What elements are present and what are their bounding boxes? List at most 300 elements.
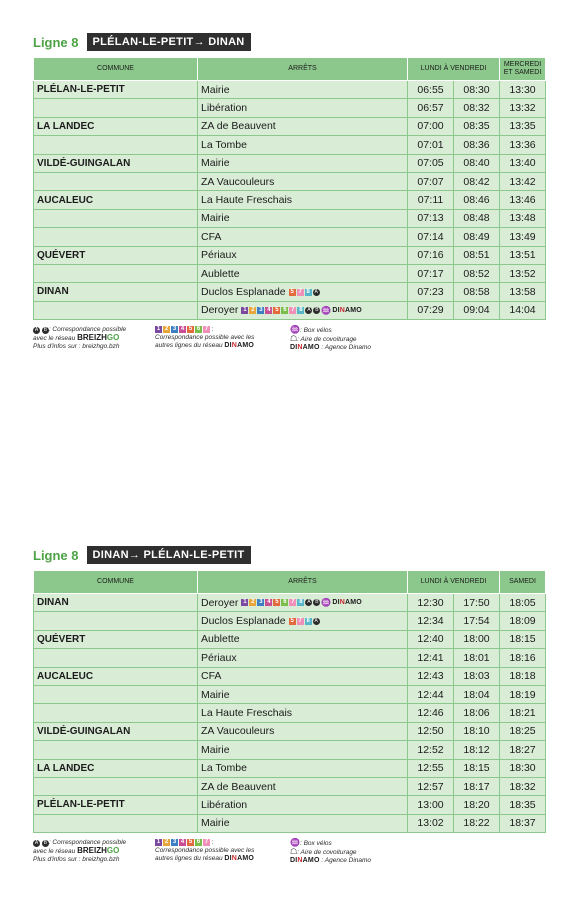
dinamo-logo [224, 342, 254, 349]
stop-name: Mairie [201, 157, 230, 170]
table-row [34, 81, 546, 99]
line-badge: 4 [180, 839, 185, 846]
dinamo-logo [290, 857, 320, 864]
stop-cell [198, 246, 408, 264]
commune-cell [34, 228, 198, 246]
commune-cell [34, 612, 198, 630]
departure-time: 13:58 [500, 283, 546, 301]
legend-text: : Agence Dinamo [321, 857, 372, 865]
legend-text: : Aire de covoiturage [297, 849, 357, 857]
table-row [34, 264, 546, 282]
stop-cell [198, 301, 408, 319]
stop-name: Aublette [201, 267, 240, 280]
legend-line [290, 839, 440, 848]
departure-time: 06:57 [408, 99, 454, 117]
departure-time: 18:18 [500, 667, 546, 685]
table-row [34, 246, 546, 264]
stop-cell [198, 612, 408, 630]
departure-time: 07:05 [408, 154, 454, 172]
departure-time: 07:14 [408, 228, 454, 246]
commune-cell [34, 814, 198, 832]
commune-cell: VILDÉ-GUINGALAN [34, 722, 198, 740]
table-row [34, 191, 546, 209]
legend-breizhgo [33, 326, 155, 352]
breizhgo-circle-icon: B [43, 327, 47, 334]
stop-cell [198, 154, 408, 172]
commune-cell [34, 301, 198, 319]
legend-dinamo-lines [155, 839, 290, 865]
dinamo-logo-part: DI [224, 342, 232, 350]
stop-cell [198, 630, 408, 648]
stop-cell [198, 777, 408, 795]
departure-time: 13:48 [500, 209, 546, 227]
stop-name: ZA Vaucouleurs [201, 175, 275, 188]
legend-text: : Aire de covoiturage [297, 336, 357, 344]
table-row [34, 301, 546, 319]
dinamo-logo-part: DI [290, 344, 298, 352]
line-badge: 5 [275, 307, 279, 314]
legend-text: : Box vélos [299, 327, 332, 335]
breizhgo-logo-part: GO [106, 846, 120, 856]
dinamo-logo-part: DI [332, 307, 340, 315]
departure-time: 07:16 [408, 246, 454, 264]
table-row [34, 172, 546, 190]
commune-cell [34, 704, 198, 722]
departure-time: 18:00 [454, 630, 500, 648]
departure-time: 07:17 [408, 264, 454, 282]
departure-time: 06:55 [408, 81, 454, 99]
departure-time: 12:30 [408, 594, 454, 612]
departure-time: 18:01 [454, 649, 500, 667]
departure-time: 18:03 [454, 667, 500, 685]
departure-time: 17:50 [454, 594, 500, 612]
breizhgo-circle-icon: A [307, 307, 311, 314]
legend-text: : Correspondance possible [48, 839, 127, 847]
commune-cell [34, 136, 198, 154]
commune-cell [34, 685, 198, 703]
legend-line [290, 326, 440, 335]
line-badge: 1 [156, 326, 161, 333]
connection-badges [241, 307, 362, 315]
commune-cell: DINAN [34, 594, 198, 612]
table-row [34, 594, 546, 612]
departure-time: 18:05 [500, 594, 546, 612]
legend-text: avec le réseau [33, 848, 76, 856]
line-badge: 3 [172, 839, 177, 846]
line-badge: 8 [306, 288, 310, 295]
stop-name: La Haute Freschais [201, 194, 293, 207]
departure-time: 12:46 [408, 704, 454, 722]
commune-cell [34, 264, 198, 282]
departure-time: 18:22 [454, 814, 500, 832]
dinamo-logo-part: AMO [237, 342, 254, 350]
breizhgo-circle-icon: A [307, 599, 311, 606]
departure-time: 14:04 [500, 301, 546, 319]
dinamo-logo-part: AMO [345, 307, 362, 315]
stop-cell [198, 228, 408, 246]
stop-name: La Haute Freschais [201, 707, 293, 720]
departure-time: 13:49 [500, 228, 546, 246]
departure-time: 18:21 [500, 704, 546, 722]
departure-time: 18:09 [500, 612, 546, 630]
table-row [34, 685, 546, 703]
table-row [34, 759, 546, 777]
table-row [34, 667, 546, 685]
commune-cell [34, 172, 198, 190]
stop-cell [198, 191, 408, 209]
departure-time: 18:35 [500, 796, 546, 814]
stop-name: Aublette [201, 633, 240, 646]
departure-time: 07:23 [408, 283, 454, 301]
breizhgo-logo-part: GO [106, 333, 120, 343]
legend-line: Plus d'infos sur : breizhgo.bzh [33, 343, 120, 351]
line-badge: 5 [275, 599, 279, 606]
bike-box-icon: ♒ [290, 325, 300, 335]
dinamo-logo-part: N [339, 307, 345, 315]
stop-cell [198, 136, 408, 154]
legend-text: : Correspondance possible [48, 326, 127, 334]
stop-name: La Tombe [201, 762, 247, 775]
line-badge: 3 [172, 326, 177, 333]
stop-name: ZA de Beauvent [201, 780, 276, 793]
breizhgo-circle-icon: A [314, 617, 318, 624]
departure-time: 18:12 [454, 741, 500, 759]
table-row [34, 117, 546, 135]
departure-time: 13:00 [408, 796, 454, 814]
dinamo-logo [224, 855, 254, 862]
line-badge: 2 [251, 307, 255, 314]
departure-time: 18:17 [454, 777, 500, 795]
connection-badges [289, 618, 320, 625]
line-badge: 8 [299, 599, 303, 606]
departure-time: 07:00 [408, 117, 454, 135]
departure-time: 13:51 [500, 246, 546, 264]
legend-line: Correspondance possible avec les [155, 847, 255, 855]
legend-text: avec le réseau [33, 335, 76, 343]
line-header [33, 545, 545, 565]
dinamo-logo-part: AMO [302, 857, 320, 865]
line-badge: 5 [290, 617, 294, 624]
stop-cell [198, 814, 408, 832]
legend-text: : Box vélos [299, 840, 332, 848]
commune-cell [34, 777, 198, 795]
legend-line [155, 342, 290, 350]
commune-cell: AUCALEUC [34, 191, 198, 209]
departure-time: 13:02 [408, 814, 454, 832]
breizhgo-circle-icon: B [43, 840, 47, 847]
departure-time: 12:40 [408, 630, 454, 648]
commune-cell: QUÉVERT [34, 246, 198, 264]
breizhgo-circle-icon: B [315, 307, 319, 314]
commune-cell: AUCALEUC [34, 667, 198, 685]
commune-cell [34, 649, 198, 667]
departure-time: 12:52 [408, 741, 454, 759]
legend-line [33, 334, 155, 343]
line-badge: 1 [243, 599, 247, 606]
breizhgo-circle-icon: A [34, 840, 39, 847]
breizhgo-circle-icon: A [314, 288, 318, 295]
departure-time: 17:54 [454, 612, 500, 630]
route-title: PLÉLAN-LE-PETIT→ DINAN [87, 33, 251, 51]
table-row [34, 136, 546, 154]
stop-name: Libération [201, 798, 248, 811]
table-row [34, 796, 546, 814]
line-badges [155, 326, 210, 333]
line-badge: 1 [243, 307, 247, 314]
column-header-weekend: SAMEDI [500, 571, 546, 594]
stop-name: Deroyer [201, 596, 239, 609]
stop-name: Duclos Esplanade [201, 285, 286, 298]
carpool-icon: ☖ [290, 847, 298, 857]
line-badge: 7 [298, 288, 302, 295]
commune-cell: LA LANDEC [34, 117, 198, 135]
column-header-commune: COMMUNE [34, 58, 198, 81]
legend-line [33, 847, 155, 856]
departure-time: 07:07 [408, 172, 454, 190]
commune-cell: LA LANDEC [34, 759, 198, 777]
departure-time: 18:06 [454, 704, 500, 722]
departure-time: 08:51 [454, 246, 500, 264]
legend-line [290, 335, 440, 344]
breizhgo-logo [77, 846, 119, 855]
dinamo-logo [290, 344, 320, 351]
table-row [34, 283, 546, 301]
route-title: DINAN→ PLÉLAN-LE-PETIT [87, 546, 251, 564]
breizhgo-logo [77, 333, 119, 342]
dinamo-logo-part: DI [332, 599, 340, 607]
departure-time: 08:42 [454, 172, 500, 190]
stop-cell [198, 759, 408, 777]
departure-time: 13:32 [500, 99, 546, 117]
column-header-arrets: ARRÊTS [198, 58, 408, 81]
connection-badges [241, 599, 362, 607]
departure-time: 12:55 [408, 759, 454, 777]
departure-time: 18:30 [500, 759, 546, 777]
departure-time: 12:41 [408, 649, 454, 667]
table-row [34, 228, 546, 246]
departure-time: 18:20 [454, 796, 500, 814]
line-badge: 6 [196, 839, 201, 846]
timetable [33, 570, 546, 833]
departure-time: 08:32 [454, 99, 500, 117]
line-badge: 6 [283, 599, 287, 606]
stop-cell [198, 99, 408, 117]
stop-name: Duclos Esplanade [201, 615, 286, 628]
stop-cell [198, 594, 408, 612]
legend-breizhgo [33, 839, 155, 865]
breizhgo-logo-part: BREIZH [77, 846, 107, 856]
legend-text: : Agence Dinamo [321, 344, 372, 352]
column-header-arrets: ARRÊTS [198, 571, 408, 594]
departure-time: 08:58 [454, 283, 500, 301]
departure-time: 18:27 [500, 741, 546, 759]
legend-line [290, 344, 440, 352]
stop-name: CFA [201, 230, 222, 243]
line-badge: 4 [267, 599, 271, 606]
stop-name: Libération [201, 102, 248, 115]
legend [33, 839, 545, 865]
departure-time: 18:16 [500, 649, 546, 667]
line-badge: 5 [290, 288, 294, 295]
timetable [33, 57, 546, 320]
line-badge: 3 [259, 307, 263, 314]
line-header [33, 32, 545, 52]
legend-services [290, 839, 440, 865]
breizhgo-circle-icon: A [34, 327, 39, 334]
stop-cell [198, 741, 408, 759]
stop-cell [198, 81, 408, 99]
commune-cell [34, 209, 198, 227]
legend-line: 1 2 3 4 5 6 7 : [156, 326, 214, 334]
bike-box-icon: ♒ [321, 305, 332, 315]
departure-time: 13:30 [500, 81, 546, 99]
departure-time: 13:35 [500, 117, 546, 135]
legend-line [155, 855, 290, 863]
dinamo-logo-part: N [231, 342, 238, 350]
departure-time: 13:42 [500, 172, 546, 190]
column-header-weekend: MERCREDI ET SAMEDI [500, 58, 546, 81]
stop-name: Mairie [201, 688, 230, 701]
stop-cell [198, 685, 408, 703]
dinamo-logo-part: N [297, 344, 303, 352]
table-row [34, 209, 546, 227]
departure-time: 08:35 [454, 117, 500, 135]
line-badges [155, 839, 210, 846]
departure-time: 18:15 [454, 759, 500, 777]
line-badge: 7 [204, 839, 209, 846]
stop-name: ZA Vaucouleurs [201, 725, 275, 738]
departure-time: 12:44 [408, 685, 454, 703]
legend-dinamo-lines [155, 326, 290, 352]
stop-name: Mairie [201, 817, 230, 830]
legend-text: autres lignes du réseau [155, 342, 223, 350]
connection-badges [289, 289, 320, 296]
legend-line [290, 848, 440, 857]
departure-time: 12:50 [408, 722, 454, 740]
dinamo-logo-part: AMO [237, 855, 254, 863]
carpool-icon: ☖ [290, 334, 298, 344]
dinamo-logo [332, 599, 362, 606]
legend [33, 326, 545, 352]
departure-time: 12:57 [408, 777, 454, 795]
stop-cell [198, 117, 408, 135]
line-badge: 4 [267, 307, 271, 314]
line-badge: 7 [291, 599, 295, 606]
stop-name: Mairie [201, 743, 230, 756]
table-row [34, 722, 546, 740]
line-badge: 7 [298, 617, 302, 624]
departure-time: 08:46 [454, 191, 500, 209]
legend-text: autres lignes du réseau [155, 855, 223, 863]
column-header-commune: COMMUNE [34, 571, 198, 594]
stop-cell [198, 172, 408, 190]
departure-time: 18:04 [454, 685, 500, 703]
departure-time: 18:25 [500, 722, 546, 740]
departure-time: 07:11 [408, 191, 454, 209]
departure-time: 13:40 [500, 154, 546, 172]
departure-time: 18:37 [500, 814, 546, 832]
table-row [34, 612, 546, 630]
table-row [34, 704, 546, 722]
departure-time: 18:19 [500, 685, 546, 703]
bike-box-icon: ♒ [290, 838, 300, 848]
commune-cell [34, 741, 198, 759]
dinamo-logo-part: DI [224, 855, 232, 863]
dinamo-logo-part: N [339, 599, 345, 607]
stop-cell [198, 283, 408, 301]
legend-line: 1 2 3 4 5 6 7 : [156, 839, 214, 847]
departure-time: 18:32 [500, 777, 546, 795]
timetable-return [33, 545, 545, 865]
departure-time: 08:30 [454, 81, 500, 99]
timetable-outbound [33, 32, 545, 352]
departure-time: 09:04 [454, 301, 500, 319]
commune-cell: QUÉVERT [34, 630, 198, 648]
table-row [34, 814, 546, 832]
stop-cell [198, 722, 408, 740]
stop-name: Mairie [201, 212, 230, 225]
column-header-weekday: LUNDI À VENDREDI [408, 58, 500, 81]
departure-time: 12:43 [408, 667, 454, 685]
stop-name: Mairie [201, 83, 230, 96]
line-badge: 8 [306, 617, 310, 624]
line-badge: 8 [299, 307, 303, 314]
column-header-weekday: LUNDI À VENDREDI [408, 571, 500, 594]
commune-cell: PLÉLAN-LE-PETIT [34, 796, 198, 814]
departure-time: 18:15 [500, 630, 546, 648]
table-row [34, 777, 546, 795]
departure-time: 08:36 [454, 136, 500, 154]
dinamo-logo-part: AMO [302, 344, 320, 352]
commune-cell: VILDÉ-GUINGALAN [34, 154, 198, 172]
table-row [34, 741, 546, 759]
departure-time: 08:48 [454, 209, 500, 227]
stop-name: ZA de Beauvent [201, 120, 276, 133]
breizhgo-circle-icon: B [315, 599, 319, 606]
line-label: Ligne 8 [33, 547, 79, 563]
table-row [34, 99, 546, 117]
line-label: Ligne 8 [33, 34, 79, 50]
legend-line: Plus d'infos sur : breizhgo.bzh [33, 856, 120, 864]
dinamo-logo-part: AMO [345, 599, 362, 607]
stop-cell [198, 704, 408, 722]
line-badge: 2 [164, 839, 169, 846]
commune-cell: PLÉLAN-LE-PETIT [34, 81, 198, 99]
departure-time: 08:52 [454, 264, 500, 282]
line-badge: 2 [251, 599, 255, 606]
departure-time: 13:46 [500, 191, 546, 209]
departure-time: 07:29 [408, 301, 454, 319]
line-badge: 7 [204, 326, 209, 333]
dinamo-logo-part: N [297, 857, 303, 865]
stop-name: Périaux [201, 651, 237, 664]
departure-time: 08:40 [454, 154, 500, 172]
breizhgo-logo-part: BREIZH [77, 333, 107, 343]
stop-cell [198, 667, 408, 685]
legend-line: Correspondance possible avec les [155, 334, 255, 342]
line-badge: 5 [188, 839, 193, 846]
legend-services [290, 326, 440, 352]
departure-time: 08:49 [454, 228, 500, 246]
dinamo-logo [332, 307, 362, 314]
stop-cell [198, 796, 408, 814]
departure-time: 13:36 [500, 136, 546, 154]
table-row [34, 154, 546, 172]
table-row [34, 649, 546, 667]
line-badge: 5 [188, 326, 193, 333]
stop-cell [198, 649, 408, 667]
stop-cell [198, 209, 408, 227]
